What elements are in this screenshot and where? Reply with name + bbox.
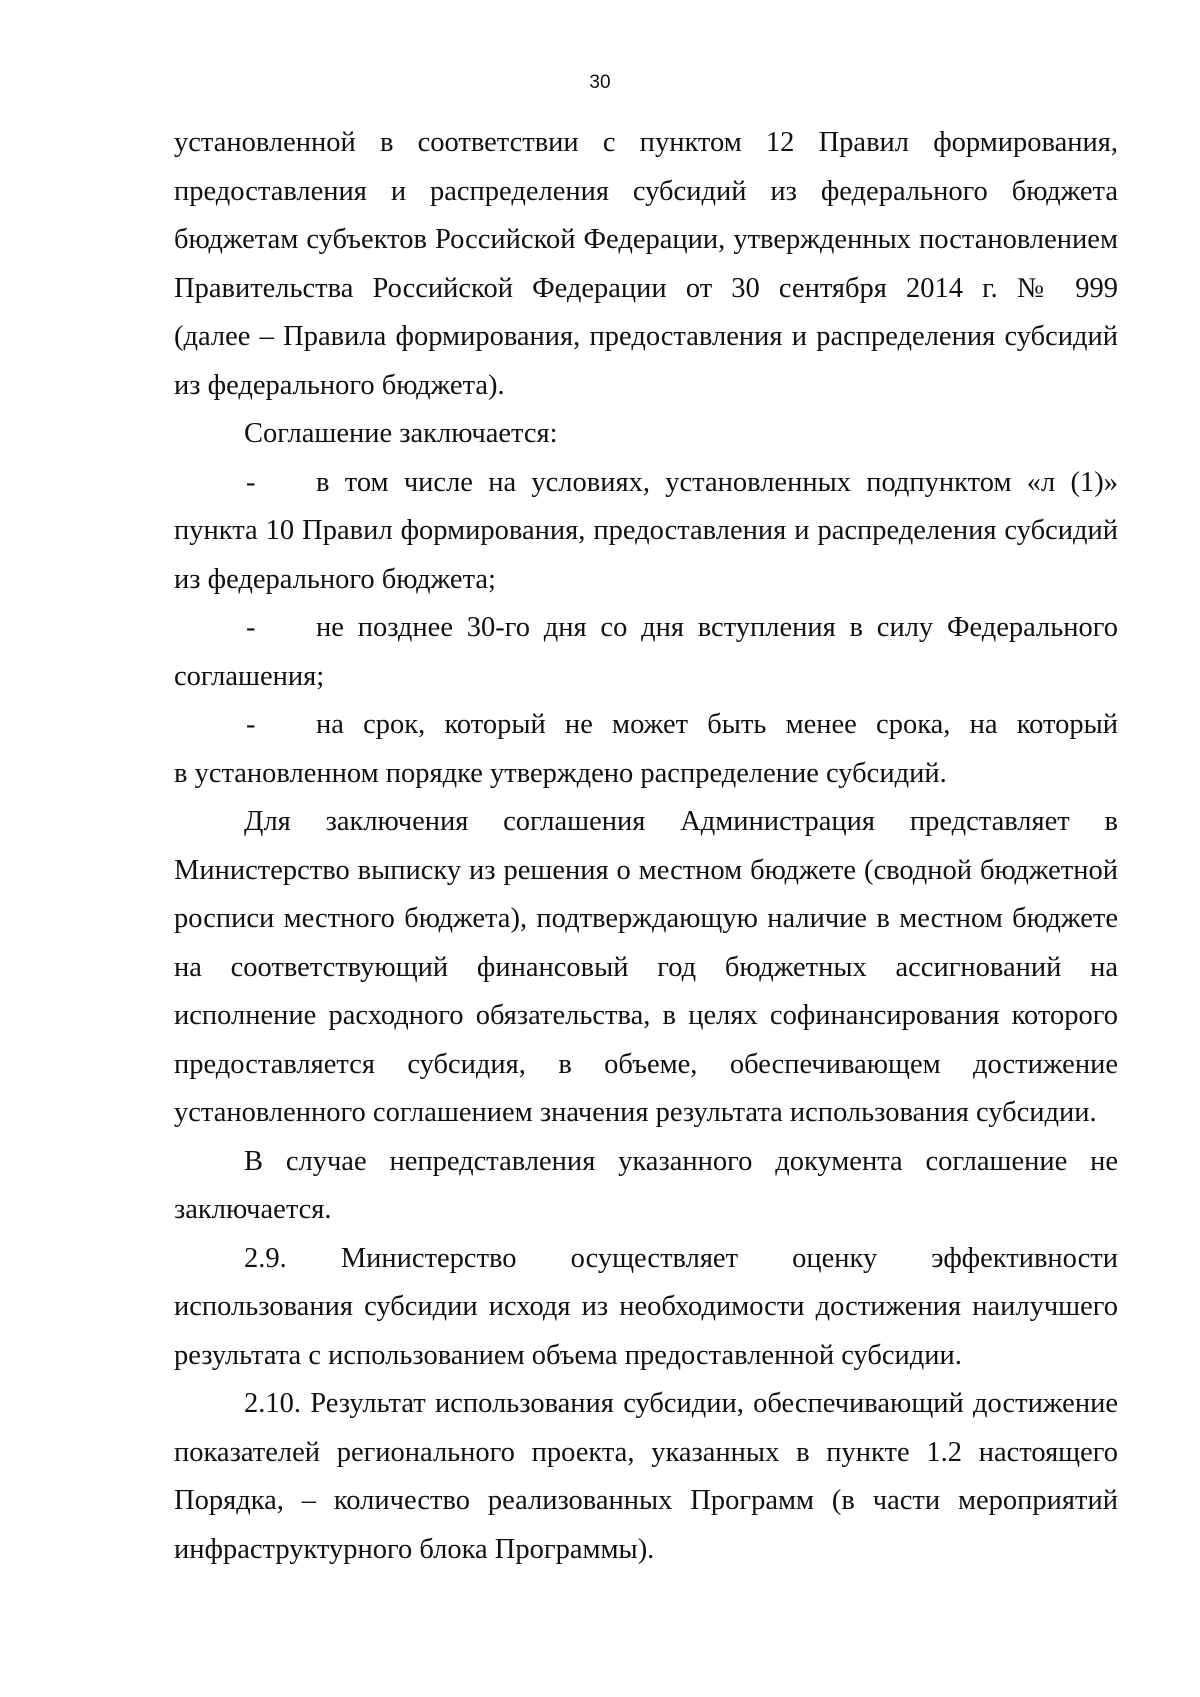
list-bullet-dash: -	[246, 709, 256, 740]
text-line: бюджетам субъектов Российской Федерации, утвержденных постановлением	[174, 224, 1118, 255]
list-bullet-dash: -	[246, 612, 256, 643]
text-line: предоставляется субсидия, в объеме, обеспечивающем достижение	[174, 1048, 1118, 1080]
text-line: (далее – Правила формирования, предоставления и распределения субсидий	[174, 321, 1118, 352]
list-item-line	[174, 459, 1118, 508]
text-line: из федерального бюджета).	[174, 369, 505, 401]
list-item-text: не позднее 30-го дня со дня вступления в силу Федерального	[316, 612, 1118, 643]
text-line: инфраструктурного блока Программы).	[174, 1533, 655, 1565]
paragraph-first-line: 2.10. Результат использования субсидии, обеспечивающий достижение	[244, 1388, 1118, 1419]
text-line: установленной в соответствии с пунктом 12 Правил формирования,	[174, 127, 1118, 158]
text-line: заключается.	[174, 1194, 332, 1225]
text-line: использования субсидии исходя из необходимости достижения наилучшего	[174, 1291, 1118, 1322]
text-line: в установленном порядке утверждено распределение субсидий.	[174, 757, 947, 789]
text-line: пункта 10 Правил формирования, предоставления и распределения субсидий	[174, 515, 1118, 546]
paragraph-first-line: Для заключения соглашения Администрация представляет в	[244, 806, 1118, 837]
list-item-line	[174, 604, 1118, 653]
text-line: исполнение расходного обязательства, в целях софинансирования которого	[174, 1000, 1118, 1031]
text-line: росписи местного бюджета), подтверждающую наличие в местном бюджете	[174, 903, 1118, 934]
text-line: Министерство выписку из решения о местном бюджете (сводной бюджетной	[174, 854, 1118, 886]
text-line: на соответствующий финансовый год бюджетных ассигнований на	[174, 951, 1118, 983]
paragraph-first-line: 2.9. Министерство осуществляет оценку эффективности	[244, 1242, 1118, 1274]
document-body	[174, 119, 1118, 1574]
page-number: 30	[589, 72, 611, 93]
text-line: предоставления и распределения субсидий из федерального бюджета	[174, 175, 1118, 207]
paragraph-first-line: В случае непредставления указанного документа соглашение не	[244, 1145, 1118, 1177]
list-bullet-dash: -	[246, 466, 256, 498]
text-line: показателей регионального проекта, указанных в пункте 1.2 настоящего	[174, 1436, 1118, 1468]
list-item-text: в том числе на условиях, установленных подпунктом «л (1)»	[316, 466, 1118, 498]
paragraph-first-line: Соглашение заключается:	[244, 418, 558, 449]
text-line: Правительства Российской Федерации от 30 сентября 2014 г. № 999	[174, 272, 1118, 304]
list-item-text: на срок, который не может быть менее срока, на который	[316, 709, 1118, 740]
text-line: результата с использованием объема предоставленной субсидии.	[174, 1339, 962, 1371]
text-line: Порядка, – количество реализованных Программ (в части мероприятий	[174, 1485, 1118, 1516]
text-line: соглашения;	[174, 660, 325, 692]
list-item-line	[174, 701, 1118, 750]
text-line: установленного соглашением значения результата использования субсидии.	[174, 1097, 1097, 1128]
text-line: из федерального бюджета;	[174, 563, 496, 595]
